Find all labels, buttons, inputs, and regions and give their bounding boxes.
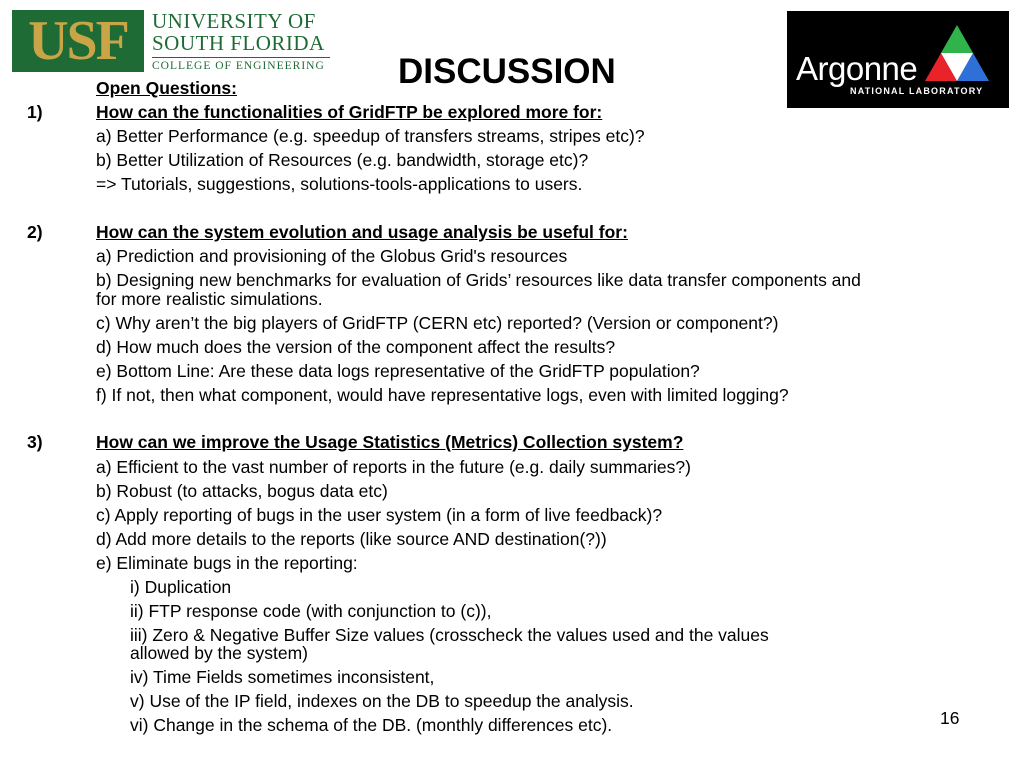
usf-logo — [12, 10, 330, 72]
question-3-subitem-vi: vi) Change in the schema of the DB. (monthly differences etc). — [130, 715, 613, 735]
argonne-triangle-icon — [921, 25, 993, 89]
question-3-item-c: c) Apply reporting of bugs in the user system (in a form of live feedback)? — [96, 505, 663, 525]
argonne-logo-subtitle: NATIONAL LABORATORY — [850, 86, 984, 96]
question-2-item-a: a) Prediction and provisioning of the Globus Grid's resources — [96, 246, 568, 266]
usf-logo-line2: SOUTH FLORIDA — [152, 31, 325, 55]
question-2-item-c: c) Why aren’t the big players of GridFTP (CERN etc) reported? (Version or component?) — [96, 313, 779, 333]
usf-logo-line1: UNIVERSITY OF — [152, 9, 316, 33]
question-2-item-b: b) Designing new benchmarks for evaluation of Grids’ resources like data transfer components and — [96, 270, 861, 290]
question-1-item-a: a) Better Performance (e.g. speedup of transfers streams, stripes etc)? — [96, 126, 645, 146]
question-1-item-tutorials: => Tutorials, suggestions, solutions-tools-applications to users. — [96, 174, 583, 194]
question-3-text: How can we improve the Usage Statistics (Metrics) Collection system? — [96, 432, 684, 452]
question-3-item-b: b) Robust (to attacks, bogus data etc) — [96, 481, 388, 501]
argonne-logo-word: Argonne — [796, 50, 918, 87]
question-1-item-b: b) Better Utilization of Resources (e.g. bandwidth, storage etc)? — [96, 150, 589, 170]
question-3-subitem-iv: iv) Time Fields sometimes inconsistent, — [130, 667, 435, 687]
question-3-item-a: a) Efficient to the vast number of reports in the future (e.g. daily summaries?) — [96, 457, 691, 477]
page-number: 16 — [940, 708, 960, 728]
question-3-number: 3) — [27, 432, 43, 452]
question-2-item-b-cont: for more realistic simulations. — [96, 289, 323, 309]
question-2-item-e: e) Bottom Line: Are these data logs representative of the GridFTP population? — [96, 361, 700, 381]
question-3-subitem-iii: iii) Zero & Negative Buffer Size values (crosscheck the values used and the values — [130, 625, 769, 645]
question-3-subitem-v: v) Use of the IP field, indexes on the DB to speedup the analysis. — [130, 691, 634, 711]
usf-logo-line3: COLLEGE OF ENGINEERING — [152, 57, 330, 73]
question-2-text: How can the system evolution and usage analysis be useful for: — [96, 222, 628, 242]
usf-logo-text — [152, 10, 330, 73]
question-3-subitem-ii: ii) FTP response code (with conjunction to (c)), — [130, 601, 492, 621]
question-3-item-d: d) Add more details to the reports (like source AND destination(?)) — [96, 529, 607, 549]
question-3-item-e: e) Eliminate bugs in the reporting: — [96, 553, 358, 573]
usf-logo-mark: USF — [12, 10, 144, 72]
question-2-item-d: d) How much does the version of the component affect the results? — [96, 337, 616, 357]
slide-title: DISCUSSION — [398, 52, 616, 91]
question-3-subitem-i: i) Duplication — [130, 577, 232, 597]
open-questions-heading: Open Questions: — [96, 78, 237, 98]
question-1-number: 1) — [27, 102, 43, 122]
question-3-subitem-iii-cont: allowed by the system) — [130, 643, 308, 663]
question-2-item-f: f) If not, then what component, would have representative logs, even with limited logging? — [96, 385, 789, 405]
argonne-logo — [787, 11, 1009, 108]
question-1-text: How can the functionalities of GridFTP be explored more for: — [96, 102, 603, 122]
question-2-number: 2) — [27, 222, 43, 242]
